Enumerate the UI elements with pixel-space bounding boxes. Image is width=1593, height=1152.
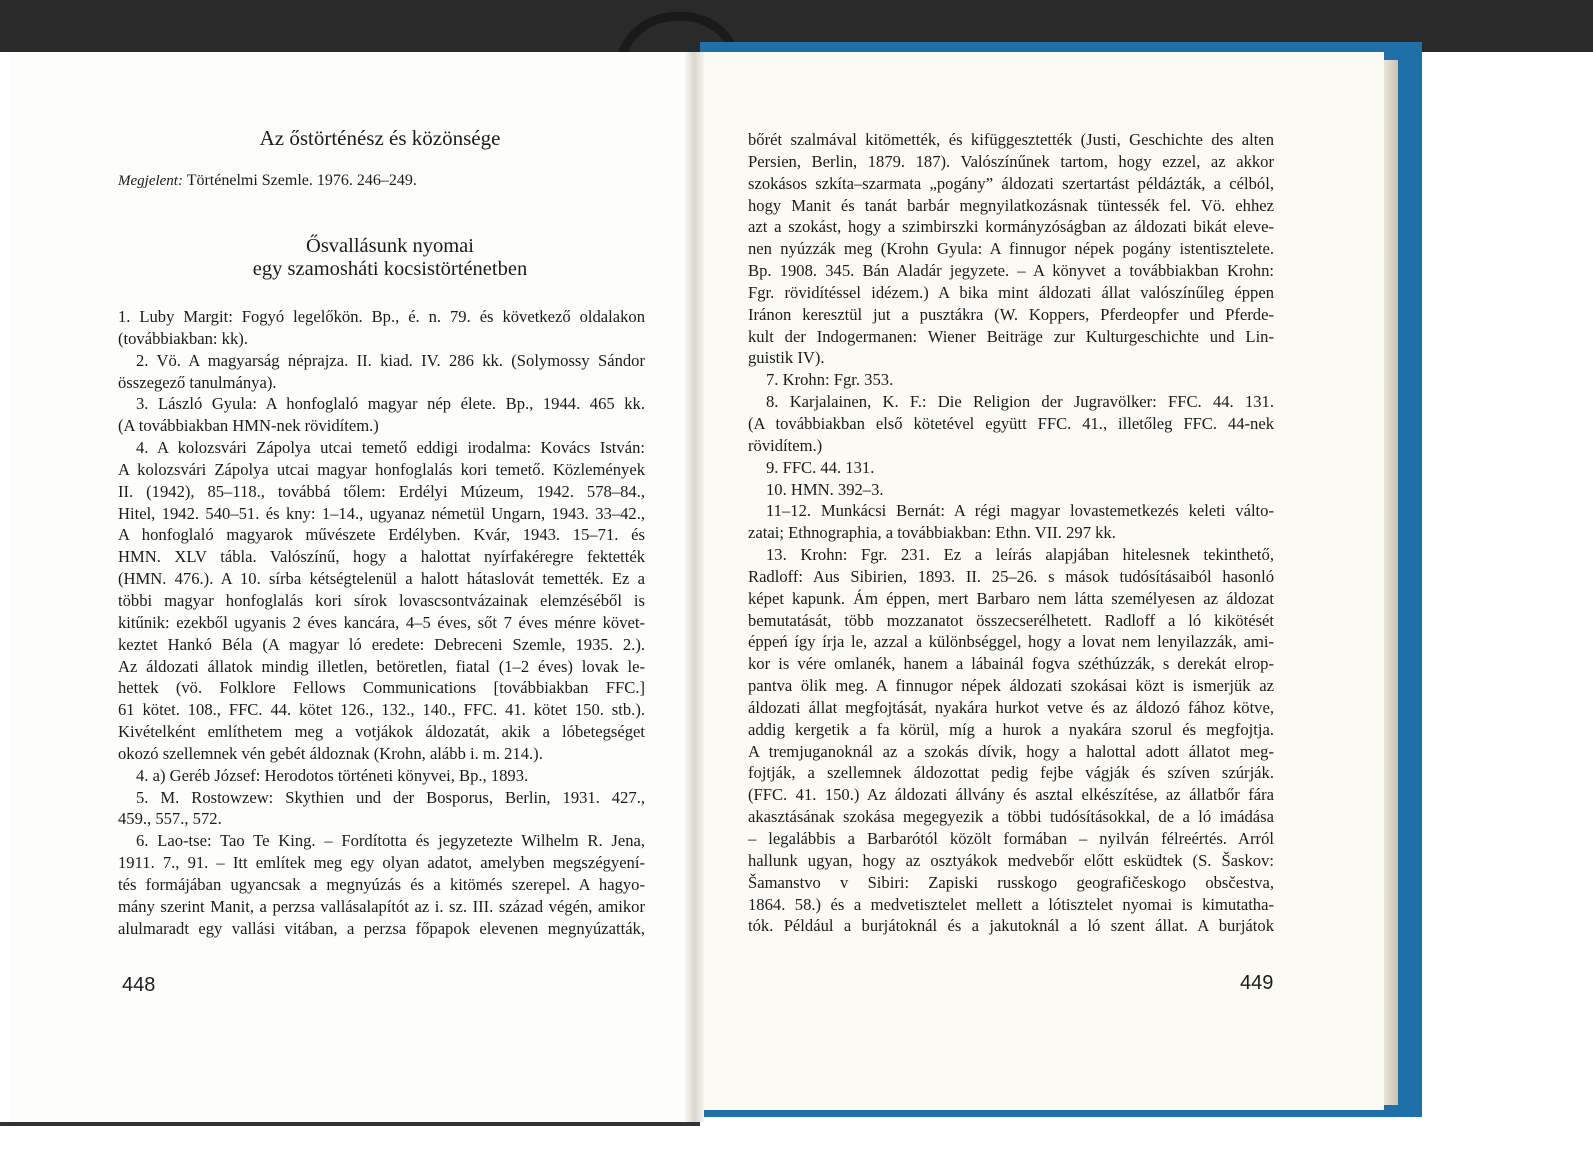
page-block-edge: [1384, 60, 1398, 1105]
right-page-notes: [748, 129, 1274, 937]
note-line: rövidítem.): [748, 435, 823, 455]
note-line: II. (1942), 85–118., továbbá tőlem: Erdélyi Múzeum, 1942. 578–84.,: [118, 481, 645, 501]
note-line: Az áldozati állatok mindig illetlen, betöretlen, fiatal (1–2 éves) lovak le-: [118, 656, 645, 676]
note-line: Radloff: Aus Sibirien, 1893. II. 25–26. s mások tudósításaiból hasonló: [748, 566, 1274, 586]
book-gutter: [684, 52, 704, 1122]
note-line: (HMN. 476.). A 10. sírba kétségtelenül a halott hátaslovát temették. Ez a: [118, 569, 645, 589]
note-line: Kivételként említhetem meg a votjákok áldozatát, akik a lóbetegséget: [118, 722, 645, 742]
published-label: Megjelent:: [118, 173, 183, 189]
note-line: Fgr. rövidítéssel idézem.) A bika mint áldozati állat valószínűleg éppen: [748, 282, 1274, 302]
note-line: 1. Luby Margit: Fogyó legelőkön. Bp., é. n. 79. és következő oldalakon: [118, 307, 645, 326]
note-line: guistik IV).: [748, 348, 825, 368]
note-line: nen nyúzzák meg (Krohn Gyula: A finnugor népek pogány istentisztelete.: [748, 239, 1274, 259]
note-line: A honfoglaló magyarok művészete Erdélyben. Kvár, 1943. 15–71. és: [118, 525, 645, 545]
note-line: 61 kötet. 108., FFC. 44. kötet 126., 132., 140., FFC. 41. kötet 150. stb.).: [118, 700, 645, 720]
note-line: Bp. 1908. 345. Bán Aladár jegyzete. – A könyvet a továbbiakban Krohn:: [748, 261, 1274, 281]
note-line: fojtják, a szellemnek áldozottat pedig fejbe vágják és szíven szúrják.: [748, 763, 1274, 783]
note-line: A kolozsvári Zápolya utcai magyar honfoglalás kori temető. Közlemények: [118, 459, 645, 479]
note-line: zatai; Ethnographia, a továbbiakban: Ethn. VII. 297 kk.: [748, 523, 1116, 543]
note-line: HMN. XLV tábla. Valószínű, hogy a halottat nyírfakéregre fektették: [118, 547, 645, 567]
note-line: bemutatását, több mozzanatot összecserélhetett. Radloff a ló kikötését: [748, 610, 1274, 630]
note-line: 10. HMN. 392–3.: [766, 479, 884, 499]
note-line: hallunk ugyan, hogy az osztyákok medvebőr előtt esküdtek (S. Šaskov:: [748, 850, 1274, 870]
note-line: áldozati állat megfojtását, nyakára hurkot vetve és az áldozó fához kötve,: [748, 697, 1274, 717]
note-line: (továbbiakban: kk).: [118, 328, 248, 348]
note-line: azt a szokást, hogy a szimbirszki kormányzóságban az áldozati bikát eleve-: [748, 217, 1274, 237]
note-line: 6. Lao-tse: Tao Te King. – Fordította és jegyzetezte Wilhelm R. Jena,: [136, 831, 645, 851]
note-line: 3. László Gyula: A honfoglaló magyar nép élete. Bp., 1944. 465 kk.: [136, 394, 645, 414]
note-line: 9. FFC. 44. 131.: [766, 457, 875, 477]
note-line: éppeń így írja le, azzal a különbséggel, hogy a lovat nem lenyilazzák, ami-: [748, 632, 1274, 652]
publication-note: [118, 172, 417, 190]
page-number-left: 448: [122, 974, 156, 996]
note-line: összegező tanulmánya).: [118, 372, 277, 392]
note-line: 4. A kolozsvári Zápolya utcai temető eddigi irodalma: Kovács István:: [136, 438, 645, 458]
note-line: pantva ölik meg. A finnugor népek áldozati szokásai közt is ismerjük az: [748, 676, 1274, 696]
note-line: (A továbbiakban első kötetével együtt FFC. 41., illetőleg FFC. 44-nek: [748, 413, 1274, 433]
note-line: szokásos szkíta–szarmata „pogány” áldozati szertartást példázták, a célból,: [748, 173, 1274, 193]
note-line: mány szerint Manit, a perzsa vallásalapítót az i. sz. III. század végén, amikor: [118, 896, 645, 916]
note-line: alulmaradt egy vallási vitában, a perzsa főpapok elevenen megnyúzatták,: [118, 918, 645, 938]
page-number-right: 449: [1240, 972, 1274, 994]
note-line: 5. M. Rostowzew: Skythien und der Bosporus, Berlin, 1931. 427.,: [136, 787, 645, 807]
article-title-line-2: egy szamosháti kocsistörténetben: [252, 258, 528, 280]
note-line: A tremjuganoknál az a szokás dívik, hogy a halottal adott állatot meg-: [748, 741, 1274, 761]
note-line: Šamanstvo v Sibiri: Zapiski russkogo geografičeskogo obsčestva,: [748, 872, 1274, 892]
running-title: Az őstörténész és közönsége: [259, 126, 501, 150]
note-line: addig kergetik a fa körül, míg a hurok a nyakára szorul és megfojtja.: [748, 719, 1274, 739]
note-line: tés formájában ugyancsak a megnyúzás és a kitömés szerepel. A hagyo-: [118, 874, 645, 894]
note-line: képet kapunk. Ám éppen, mert Barbaro nem látta személyesen az áldozat: [748, 588, 1274, 608]
note-line: 1864. 58.) és a medvetisztelet mellett a lótisztelet nyomai is kimutatha-: [748, 894, 1274, 914]
note-line: 1911. 7., 91. – Itt említek meg egy olyan adatot, amelyben megszégyení-: [118, 853, 645, 873]
note-line: 8. Karjalainen, K. F.: Die Religion der Jugravölker: FFC. 44. 131.: [766, 392, 1274, 412]
note-line: kult der Indogermanen: Wiener Beiträge zur Kulturgeschichte und Lin-: [748, 326, 1274, 346]
published-source: Történelmi Szemle. 1976. 246–249.: [186, 172, 417, 189]
note-line: (FFC. 41. 150.) Az áldozati állvány és asztal elkészítése, az állatbőr fára: [748, 785, 1274, 805]
note-line: hettek (vö. Folklore Fellows Communications [továbbiakban FFC.]: [118, 678, 645, 698]
note-line: 7. Krohn: Fgr. 353.: [766, 370, 894, 390]
note-line: Iránon keresztül jut a pusztákra (W. Koppers, Pferdeopfer und Pferde-: [748, 304, 1274, 324]
note-line: kitűnik: ezekből ugyanis 2 éves kancára, 4–5 éves, sőt 7 éves ménre követ-: [118, 612, 645, 632]
scan-edge-bottom: [0, 1122, 700, 1126]
article-title: [110, 235, 670, 281]
note-line: keztet Hankó Béla (A magyar ló eredete: Debreceni Szemle, 1935. 2.).: [118, 634, 645, 654]
note-line: 4. a) Geréb József: Herodotos történeti könyvei, Bp., 1893.: [136, 765, 529, 785]
left-page-notes: [118, 306, 645, 939]
note-line: 459., 557., 572.: [118, 809, 222, 829]
note-line: 2. Vö. A magyarság néprajza. II. kiad. IV. 286 kk. (Solymossy Sándor: [136, 350, 645, 370]
note-line: többi magyar honfoglalás kori sírok lovascsontvázainak elemzéséből is: [118, 590, 645, 610]
note-line: hogy Manit és tanát barbár megnyilatkozásnak tüntessék fel. Vö. ehhez: [748, 195, 1274, 215]
note-line: kor is vére omlanék, hanem a lábainál fogva széthúzzák, s derekát elrop-: [748, 654, 1274, 674]
note-line: – legalábbis a Barbarótól közölt formában – nyilván félreértés. Arról: [748, 829, 1274, 848]
note-line: okozó szellemnek vén gebét áldoznak (Krohn, alább i. m. 214.).: [118, 743, 543, 763]
note-line: 11–12. Munkácsi Bernát: A régi magyar lovastemetkezés keleti válto-: [766, 501, 1274, 521]
note-line: 13. Krohn: Fgr. 231. Ez a leírás alapjában hitelesnek tekinthető,: [766, 545, 1274, 565]
note-line: bőrét szalmával kitömették, és kifüggesztették (Justi, Geschichte des alten: [748, 130, 1274, 149]
note-line: Hitel, 1942. 540–51. és kny: 1–14., ugyanaz németül Ungarn, 1943. 33–42.,: [118, 503, 645, 523]
note-line: Persien, Berlin, 1879. 187). Valószínűnek tartom, hogy ezzel, az akkor: [748, 151, 1274, 171]
note-line: tók. Például a burjátoknál és a jakutoknál a ló szent állat. A burjátok: [748, 916, 1274, 936]
note-line: (A továbbiakban HMN-nek rövidítem.): [118, 416, 379, 436]
article-title-line-1: Ősvallásunk nyomai: [306, 235, 474, 257]
note-line: akasztásának szokása megegyezik a többi tudósításokkal, de a ló imádása: [748, 807, 1274, 827]
